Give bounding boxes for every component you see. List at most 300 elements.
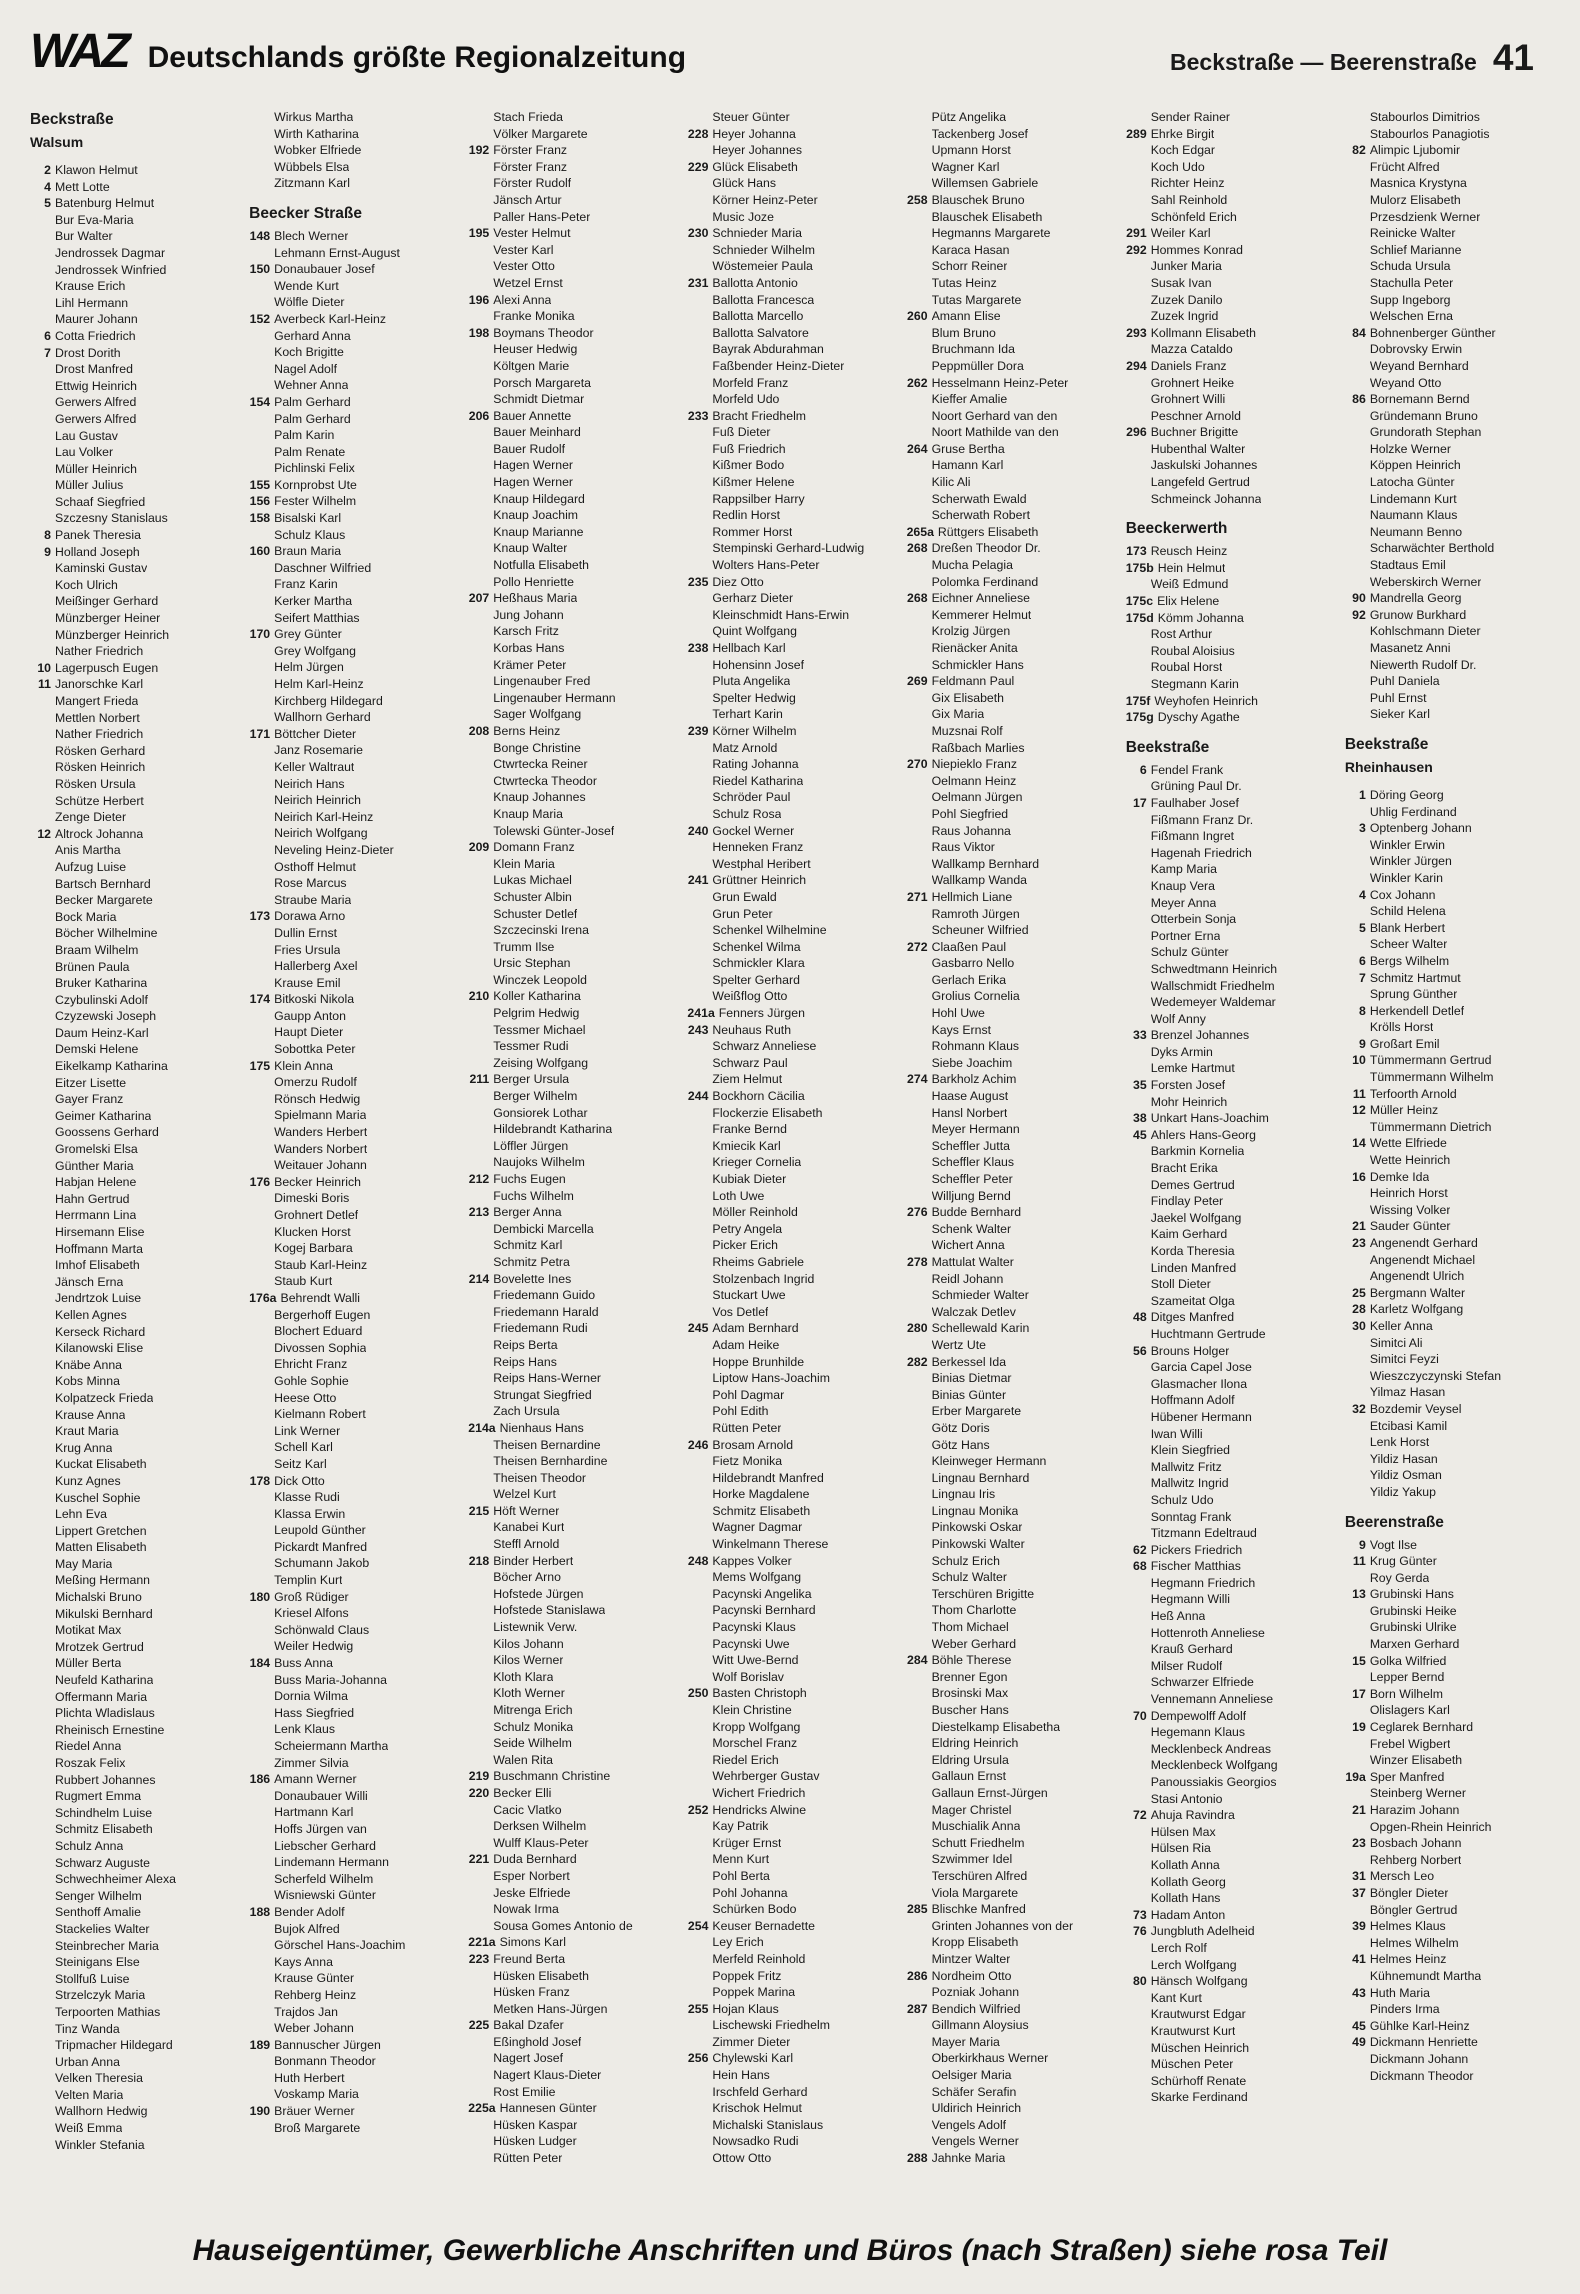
entry-name: Bakal Dzafer: [493, 2018, 564, 2033]
directory-entry: [687, 325, 892, 342]
directory-entry: [687, 1005, 892, 1022]
house-number: [1126, 1459, 1151, 1476]
entry-name: Knaup Hildegard: [493, 491, 585, 506]
entry-name: Fendel Frank: [1150, 762, 1224, 777]
house-number: [30, 1805, 55, 1822]
house-number: 9: [1359, 1036, 1366, 1051]
entry-name: Lukas Michael: [493, 873, 572, 888]
directory-entry: [1126, 292, 1331, 309]
directory-entry: [249, 460, 454, 477]
entry-name: Yildiz Osman: [1369, 1468, 1442, 1483]
house-number: [687, 706, 712, 723]
house-number: [907, 126, 932, 143]
directory-entry: [907, 673, 1112, 690]
entry-name: Hüsken Elisabeth: [493, 1968, 589, 1983]
directory-entry: [30, 1473, 235, 1490]
directory-entry: [687, 1818, 892, 1835]
house-number: [1345, 358, 1370, 375]
directory-entry: [249, 1257, 454, 1274]
directory-entry: [687, 723, 892, 740]
house-number: 178: [249, 1473, 271, 1488]
directory-entry: [1126, 424, 1331, 441]
entry-name: Etcibasi Kamil: [1369, 1418, 1448, 1433]
house-number: 265a: [906, 524, 934, 539]
entry-name: Hübener Hermann: [1150, 1409, 1252, 1424]
entry-name: Staub Karl-Heinz: [274, 1257, 368, 1272]
house-number: [907, 623, 932, 640]
house-number: [907, 242, 932, 259]
house-number: [249, 709, 274, 726]
directory-entry: [249, 245, 454, 262]
directory-entry: [30, 610, 235, 627]
directory-entry: [468, 1669, 673, 1686]
entry-name: Friedemann Guido: [493, 1288, 596, 1303]
entry-name: Theisen Theodor: [493, 1470, 587, 1485]
house-number: [249, 659, 274, 676]
directory-entry: [249, 593, 454, 610]
house-number: [687, 1702, 712, 1719]
house-number: [468, 972, 493, 989]
entry-name: Nordheim Otto: [931, 1968, 1012, 1983]
entry-name: Blauschek Bruno: [931, 192, 1025, 207]
entry-name: Rost Emilie: [493, 2084, 556, 2099]
house-number: [687, 839, 712, 856]
entry-name: Irschfeld Gerhard: [712, 2084, 808, 2099]
house-number: [468, 1437, 493, 1454]
directory-entry: [30, 1241, 235, 1258]
directory-entry: [1126, 1625, 1331, 1642]
house-number: [1345, 1484, 1370, 1501]
house-number: [1126, 1193, 1151, 1210]
entry-name: Bitkoski Nikola: [274, 992, 355, 1007]
house-number: [907, 1088, 932, 1105]
house-number: [468, 1237, 493, 1254]
house-number: [249, 1937, 274, 1954]
house-number: [1126, 209, 1151, 226]
directory-entry: [1345, 540, 1550, 557]
house-number: [687, 308, 712, 325]
entry-name: Pickers Friedrich: [1150, 1542, 1243, 1557]
directory-entry: [1126, 1608, 1331, 1625]
directory-entry: [468, 823, 673, 840]
directory-entry: [468, 1768, 673, 1785]
entry-name: Tessmer Michael: [493, 1022, 586, 1037]
entry-name: Junker Maria: [1150, 259, 1222, 274]
entry-name: Karaca Hasan: [931, 242, 1010, 257]
directory-entry: [907, 640, 1112, 657]
entry-name: Tessmer Rudi: [493, 1039, 569, 1054]
house-number: [30, 710, 55, 727]
house-number: [907, 1885, 932, 1902]
house-number: 244: [687, 1089, 709, 1104]
house-number: 17: [1133, 795, 1147, 810]
entry-name: Kollath Anna: [1150, 1857, 1220, 1872]
spacer: [1345, 776, 1550, 787]
directory-entry: [687, 2050, 892, 2067]
house-number: [249, 2053, 274, 2070]
entry-name: Szczesny Stanislaus: [55, 511, 168, 526]
directory-entry: [687, 2133, 892, 2150]
house-number: [687, 673, 712, 690]
entry-name: Kmiecik Karl: [712, 1138, 781, 1153]
directory-entry: [249, 311, 454, 328]
directory-entry: [1126, 1824, 1331, 1841]
entry-name: Dick Otto: [274, 1473, 325, 1488]
directory-entry: [687, 1138, 892, 1155]
house-number: [30, 228, 55, 245]
house-number: [30, 1174, 55, 1191]
house-number: [1126, 192, 1151, 209]
house-number: [30, 2087, 55, 2104]
directory-entry: [907, 1968, 1112, 1985]
directory-entry: [687, 142, 892, 159]
directory-entry: [30, 1539, 235, 1556]
entry-name: Drost Dorith: [55, 345, 121, 360]
entry-name: Dempewolff Adolf: [1150, 1708, 1247, 1723]
directory-entry: [1345, 1653, 1550, 1670]
entry-name: Reips Hans-Werner: [493, 1371, 602, 1386]
house-number: 221: [468, 1852, 490, 1867]
entry-name: Rose Marcus: [274, 876, 347, 891]
entry-name: Alimpic Ljubomir: [1369, 143, 1461, 158]
entry-name: Seide Wilhelm: [493, 1736, 572, 1751]
house-number: [30, 444, 55, 461]
directory-entry: [1345, 623, 1550, 640]
house-number: [468, 557, 493, 574]
entry-name: Ballotta Marcello: [712, 309, 804, 324]
house-number: [30, 2103, 55, 2120]
entry-name: Tutas Margarete: [931, 292, 1022, 307]
house-number: [687, 690, 712, 707]
district-heading: Walsum: [30, 134, 84, 150]
entry-name: Pohl Berta: [712, 1868, 770, 1883]
directory-entry: [30, 295, 235, 312]
directory-entry: [249, 1290, 454, 1307]
directory-entry: [907, 1221, 1112, 1238]
house-number: [30, 759, 55, 776]
directory-entry: [30, 1705, 235, 1722]
entry-name: Jungbluth Adelheid: [1150, 1924, 1255, 1939]
house-number: [30, 1108, 55, 1125]
entry-name: Schmitz Petra: [493, 1254, 570, 1269]
entry-name: Wanders Norbert: [274, 1141, 368, 1156]
entry-name: Neveling Heinz-Dieter: [274, 842, 394, 857]
entry-name: Wallkamp Wanda: [931, 873, 1028, 888]
entry-name: Böcher Wilhelmine: [55, 926, 158, 941]
directory-entry: [30, 1689, 235, 1706]
directory-entry: [907, 1851, 1112, 1868]
entry-name: Langefeld Gertrud: [1150, 475, 1250, 490]
entry-name: Bender Adolf: [274, 1904, 345, 1919]
directory-entry: [468, 507, 673, 524]
house-number: [1345, 341, 1370, 358]
directory-entry: [687, 1403, 892, 1420]
house-number: 241: [687, 873, 709, 888]
directory-entry: [468, 408, 673, 425]
house-number: 190: [249, 2104, 271, 2119]
entry-name: Liptow Hans-Joachim: [712, 1371, 830, 1386]
directory-entry: [907, 258, 1112, 275]
house-number: [687, 557, 712, 574]
directory-entry: [687, 1785, 892, 1802]
entry-name: Walczak Detlev: [931, 1304, 1016, 1319]
entry-name: Strungat Siegfried: [493, 1387, 592, 1402]
directory-entry: [1126, 610, 1331, 627]
entry-name: Trumm Ilse: [493, 939, 555, 954]
entry-name: Pohl Johanna: [712, 1885, 788, 1900]
entry-name: Kerker Martha: [274, 594, 353, 609]
directory-entry: [907, 1586, 1112, 1603]
entry-name: Angenendt Michael: [1369, 1252, 1476, 1267]
entry-name: Rappsilber Harry: [712, 491, 805, 506]
directory-entry: [1126, 408, 1331, 425]
house-number: [1126, 1741, 1151, 1758]
house-number: [687, 424, 712, 441]
directory-entry: [687, 126, 892, 143]
house-number: [468, 175, 493, 192]
directory-entry: [1126, 1542, 1331, 1559]
entry-name: Horke Magdalene: [712, 1487, 810, 1502]
entry-name: Wette Elfriede: [1369, 1136, 1447, 1151]
entry-name: Grolius Cornelia: [931, 989, 1020, 1004]
entry-name: Leupold Günther: [274, 1523, 366, 1538]
entry-name: Mikulski Bernhard: [55, 1606, 153, 1621]
directory-entry: [687, 1901, 892, 1918]
house-number: [1126, 1376, 1151, 1393]
house-number: 45: [1352, 2018, 1366, 2033]
house-number: [907, 209, 932, 226]
directory-entry: [468, 1486, 673, 1503]
house-number: 286: [907, 1968, 928, 1983]
entry-name: Strzelczyk Maria: [55, 1988, 146, 2003]
entry-name: Neirich Karl-Heinz: [274, 809, 374, 824]
entry-name: Walen Rita: [493, 1752, 553, 1767]
house-number: [1345, 308, 1370, 325]
house-number: [468, 690, 493, 707]
house-number: 274: [907, 1072, 928, 1087]
entry-name: Holland Joseph: [55, 544, 140, 559]
house-number: [249, 1672, 274, 1689]
directory-entry: [687, 1951, 892, 1968]
entry-name: Eßinghold Josef: [493, 2034, 582, 2049]
directory-entry: [687, 657, 892, 674]
entry-name: Simons Karl: [499, 1935, 566, 1950]
house-number: [907, 1602, 932, 1619]
house-number: [687, 1503, 712, 1520]
directory-entry: [468, 1188, 673, 1205]
entry-name: Mulorz Elisabeth: [1369, 192, 1461, 207]
directory-entry: [468, 740, 673, 757]
directory-column: [249, 109, 454, 2167]
directory-entry: [687, 242, 892, 259]
directory-entry: [1126, 895, 1331, 912]
entry-name: Hofstede Stanislawa: [493, 1603, 606, 1618]
entry-name: Weberskirch Werner: [1369, 574, 1482, 589]
house-number: [907, 1785, 932, 1802]
directory-entry: [1126, 1177, 1331, 1194]
house-number: [1126, 1210, 1151, 1227]
entry-name: Thom Michael: [931, 1620, 1009, 1635]
directory-entry: [1126, 1840, 1331, 1857]
entry-name: Polomka Ferdinand: [931, 574, 1039, 589]
directory-entry: [249, 1041, 454, 1058]
directory-entry: [30, 212, 235, 229]
directory-entry: [1126, 1708, 1331, 1725]
directory-entry: [687, 292, 892, 309]
house-number: [468, 1387, 493, 1404]
entry-name: Ceglarek Bernhard: [1369, 1720, 1474, 1735]
entry-name: Wisniewski Günter: [274, 1888, 376, 1903]
entry-name: Knaup Johannes: [493, 790, 586, 805]
directory-entry: [249, 1373, 454, 1390]
directory-entry: [249, 1240, 454, 1257]
directory-entry: [468, 1868, 673, 1885]
directory-entry: [1126, 1575, 1331, 1592]
directory-entry: [30, 1440, 235, 1457]
directory-entry: [468, 1437, 673, 1454]
house-number: [30, 1041, 55, 1058]
entry-name: Metken Hans-Jürgen: [493, 2001, 608, 2016]
entry-name: Schwarzer Elfriede: [1150, 1675, 1254, 1690]
house-number: [468, 773, 493, 790]
entry-name: Kleinweger Hermann: [931, 1454, 1047, 1469]
house-number: [1345, 491, 1370, 508]
directory-entry: [687, 1055, 892, 1072]
directory-entry: [30, 1855, 235, 1872]
directory-entry: [30, 1523, 235, 1540]
directory-entry: [687, 1536, 892, 1553]
directory-entry: [687, 1486, 892, 1503]
directory-entry: [907, 574, 1112, 591]
house-number: 208: [468, 723, 490, 738]
directory-entry: [468, 1304, 673, 1321]
house-number: [30, 2037, 55, 2054]
footer-notice: Hauseigentümer, Gewerbliche Anschriften und Büros (nach Straßen) siehe rosa Teil: [192, 2234, 1388, 2267]
directory-entry: [249, 377, 454, 394]
entry-name: Krug Günter: [1369, 1554, 1437, 1569]
entry-name: Grun Ewald: [712, 889, 777, 904]
house-number: [907, 275, 932, 292]
house-number: [249, 1506, 274, 1523]
house-number: 10: [37, 660, 51, 675]
entry-name: Menn Kurt: [712, 1852, 770, 1867]
house-number: [687, 1254, 712, 1271]
house-number: [249, 1008, 274, 1025]
entry-name: Nienhaus Hans: [499, 1420, 584, 1435]
entry-name: Krölls Horst: [1369, 1020, 1434, 1035]
directory-entry: [30, 1805, 235, 1822]
directory-entry: [30, 892, 235, 909]
entry-name: Klassa Erwin: [274, 1506, 346, 1521]
entry-name: Böngler Gertrud: [1369, 1902, 1458, 1917]
house-number: [907, 1536, 932, 1553]
house-number: [249, 742, 274, 759]
entry-name: Claaßen Paul: [931, 939, 1007, 954]
entry-name: Grohnert Detlef: [274, 1208, 359, 1222]
directory-entry: [1126, 1525, 1331, 1542]
entry-name: Thom Charlotte: [931, 1603, 1017, 1618]
house-number: 254: [687, 1918, 709, 1933]
directory-entry: [907, 242, 1112, 259]
entry-name: Muzsnai Rolf: [931, 723, 1003, 738]
entry-name: Noort Gerhard van den: [931, 408, 1058, 423]
entry-name: Heßhaus Maria: [493, 591, 578, 606]
directory-entry: [1126, 192, 1331, 209]
directory-entry: [30, 1838, 235, 1855]
house-number: [468, 607, 493, 624]
entry-name: Knaup Walter: [493, 541, 568, 556]
house-number: [30, 1191, 55, 1208]
house-number: [30, 510, 55, 527]
entry-name: May Maria: [55, 1556, 113, 1571]
directory-entry: [468, 806, 673, 823]
entry-name: Reinicke Walter: [1369, 226, 1456, 241]
entry-name: Wehrberger Gustav: [712, 1769, 820, 1784]
directory-entry: [468, 2100, 673, 2117]
entry-name: Mager Christel: [931, 1802, 1012, 1817]
house-number: [249, 2020, 274, 2037]
entry-name: Hildebrandt Katharina: [493, 1122, 613, 1137]
directory-entry: [1126, 358, 1331, 375]
directory-entry: [687, 175, 892, 192]
house-number: [907, 1121, 932, 1138]
directory-entry: [907, 2117, 1112, 2134]
house-number: [249, 1721, 274, 1738]
directory-entry: [687, 441, 892, 458]
house-number: [687, 1835, 712, 1852]
directory-entry: [468, 1553, 673, 1570]
directory-entry: [687, 773, 892, 790]
house-number: [1126, 994, 1151, 1011]
directory-entry: [468, 1171, 673, 1188]
entry-name: Niepieklo Franz: [931, 757, 1017, 772]
entry-name: Geimer Katharina: [55, 1108, 152, 1123]
entry-name: Dickmann Johann: [1369, 2051, 1469, 2066]
directory-entry: [468, 1154, 673, 1171]
house-number: [30, 1938, 55, 1955]
house-number: [907, 1403, 932, 1420]
entry-name: Winczek Leopold: [493, 972, 587, 987]
house-number: [907, 142, 932, 159]
entry-name: Koch Udo: [1150, 159, 1205, 174]
house-number: [30, 1556, 55, 1573]
entry-name: Groß Rüdiger: [274, 1589, 349, 1604]
entry-name: Tümmermann Wilhelm: [1369, 1070, 1494, 1085]
directory-entry: [30, 1871, 235, 1888]
house-number: [907, 1735, 932, 1752]
entry-name: Schütze Herbert: [55, 793, 144, 808]
house-number: [1126, 1874, 1151, 1891]
house-number: [30, 693, 55, 710]
directory-entry: [468, 175, 673, 192]
house-number: [30, 1241, 55, 1258]
house-number: 230: [687, 226, 709, 241]
directory-entry: [1126, 457, 1331, 474]
house-number: [687, 1752, 712, 1769]
house-number: [30, 295, 55, 312]
directory-entry: [30, 2137, 235, 2154]
house-number: [30, 1091, 55, 1108]
entry-name: Schmidt Dietmar: [493, 392, 585, 407]
house-number: [1126, 1094, 1151, 1111]
entry-name: Wertz Ute: [931, 1337, 986, 1352]
house-number: 206: [468, 408, 490, 423]
directory-entry: [30, 627, 235, 644]
house-number: [687, 1337, 712, 1354]
directory-entry: [249, 693, 454, 710]
directory-entry: [249, 1622, 454, 1639]
house-number: 11: [1352, 1086, 1366, 1101]
